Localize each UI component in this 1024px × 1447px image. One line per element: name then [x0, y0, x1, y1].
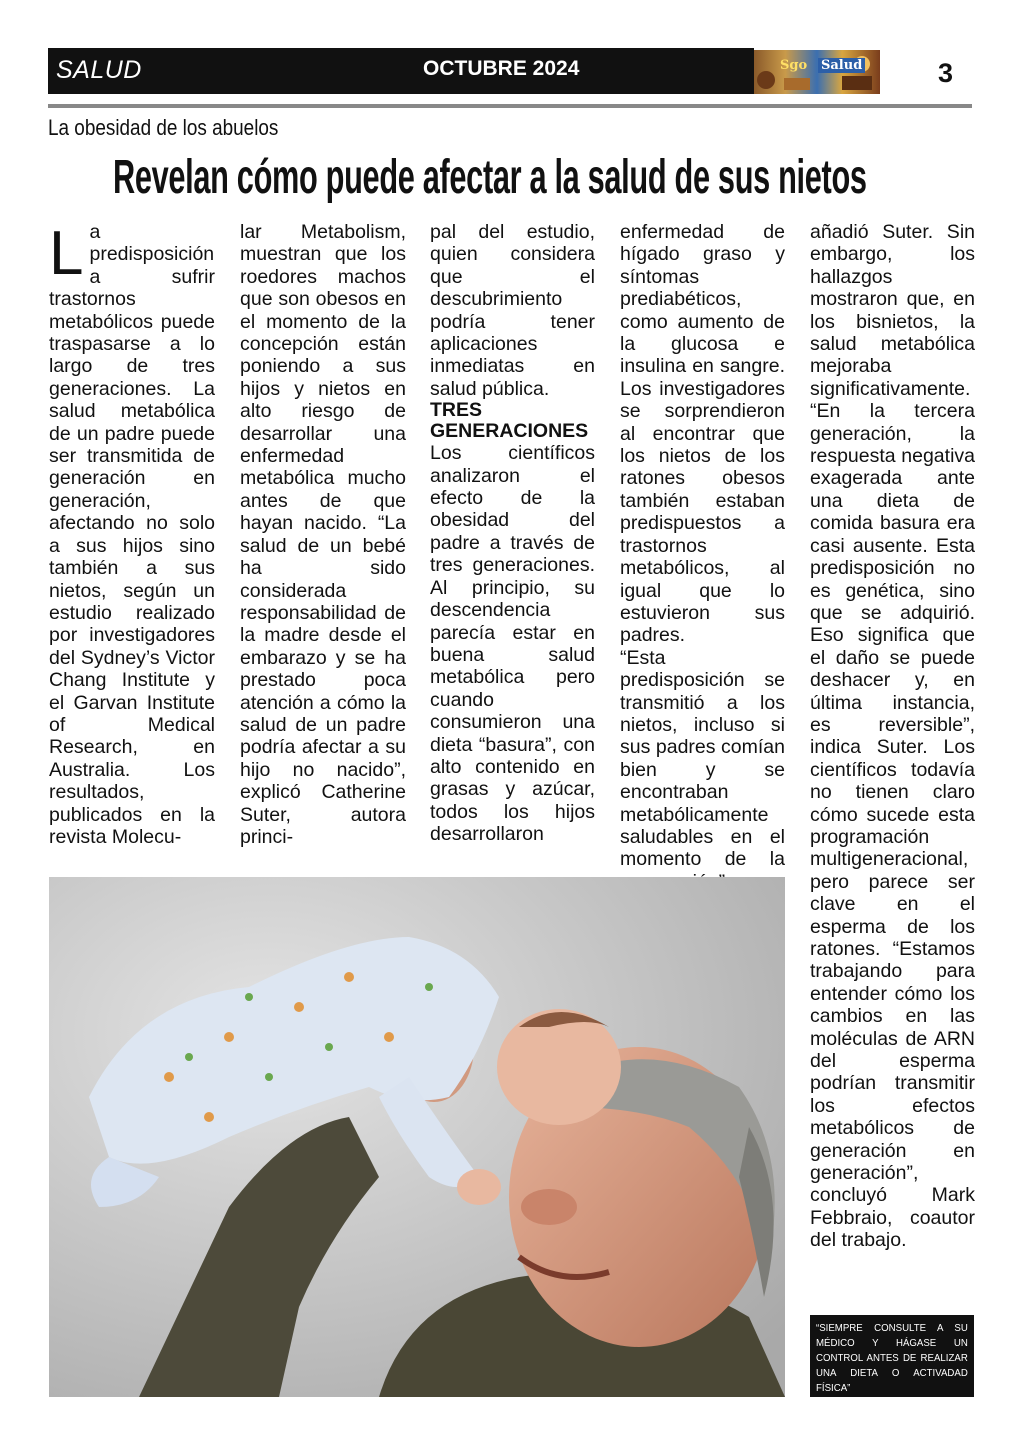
issue-date: OCTUBRE 2024: [423, 57, 580, 80]
article-column-3: [430, 221, 595, 846]
article-column-4: [620, 221, 785, 893]
column-5-text: añadió Suter. Sin embargo, los hallazgos mostraron que, en los bisnietos, la salud metabólica mejoraba significativamente. “En la tercera generación, la respuesta negativa exagerada ante una dieta de comida basura era casi ausente. Esta predisposición no es genética, sino que se adquirió. Eso significa que el daño se puede deshacer y, en última instancia, es reversible”, indica Suter. Los científicos todavía no tienen claro cómo sucede esta programación multigeneracional, pero parece ser clave en el esperma de los ratones. “Estamos trabajando para entender cómo los cambios en las moléculas de ARN del esperma podrían transmitir los efectos metabólicos de generación en generación”, concluyó Mark Febbraio, coautor del trabajo.: [810, 221, 975, 1252]
article-headline: Revelan cómo puede afectar a la salud de sus nietos: [113, 151, 867, 204]
column-2-text: lar Metabolism, muestran que los roedores machos que son obesos en el momento de la concepción están poniendo a sus hijos y nietos en alto riesgo de desarrollar una enfermedad metabólica mucho antes de que hayan nacido. “La salud de un bebé ha sido considerada responsabilidad de la madre desde el embarazo y se ha prestado poca atención a cómo la salud de un padre podría afectar a su hijo no nacido”, explicó Catherine Suter, autora princi-: [240, 221, 406, 848]
header-bar: [48, 48, 754, 94]
header-rule: [48, 104, 972, 108]
column-3-text-a: pal del estudio, quien considera que el descubrimiento podría tener aplicaciones inmediatas en salud pública.: [430, 221, 595, 400]
article-kicker: La obesidad de los abuelos: [48, 115, 279, 140]
disclaimer-text: “SIEMPRE CONSULTE A SU MÉDICO Y HÁGASE UN CONTROL ANTES DE REALIZAR UNA DIETA O ACTIVADAD FÍSICA”: [816, 1322, 968, 1394]
article-column-1: [49, 221, 215, 848]
column-3-text-b: Los científicos analizaron el efecto de la obesidad del padre a través de tres generaciones. Al principio, su descendencia parecía estar en buena salud metabólica pero cuando consumieron una dieta “basura”, con alto contenido en grasas y azúcar, todos los hijos desarrollaron: [430, 442, 595, 846]
logo-text-1: Sgo: [780, 58, 808, 73]
disclaimer-box: [810, 1315, 974, 1397]
column-4-text-b: “Esta predisposición se transmitió a los nietos, incluso si sus padres comían bien y se encontraban metabólicamente saludables en el momento de la: [620, 646, 785, 871]
section-subhead: TRES GENERACIONES: [430, 399, 589, 443]
logo-text-2: Salud: [818, 58, 865, 73]
article-column-5: [810, 221, 975, 1252]
column-4-text-a: enfermedad de hígado graso y síntomas prediabéticos, como aumento de la glucosa e insulina en sangre. Los investigadores se sorprendieron al encontrar que los nietos de los ratones obesos también estaban predispuestos a trastornos metabólicos, al igual que lo estuvieron sus padres.: [620, 221, 785, 647]
drop-cap: L: [49, 219, 84, 288]
column-1-text: a predisposición a sufrir trastornos metabólicos puede traspasarse a lo largo de tres generaciones. La salud metabólica de un padre puede ser transmitida de generación en generación, afectando no solo a sus hijos sino también a sus nietos, según un estudio realizado por investigadores del Sydney’s Victor Chang Institute y el Garvan Institute of Medical Research, en Australia. Los resultados, publicados en la revista Molecu-: [49, 221, 215, 848]
page-number: 3: [938, 58, 954, 88]
grandfather-baby-photo-icon: [49, 877, 785, 1397]
section-label: SALUD: [56, 56, 142, 84]
article-column-2: [240, 221, 406, 848]
article-photo: [49, 877, 785, 1397]
publication-logo: [754, 50, 880, 94]
